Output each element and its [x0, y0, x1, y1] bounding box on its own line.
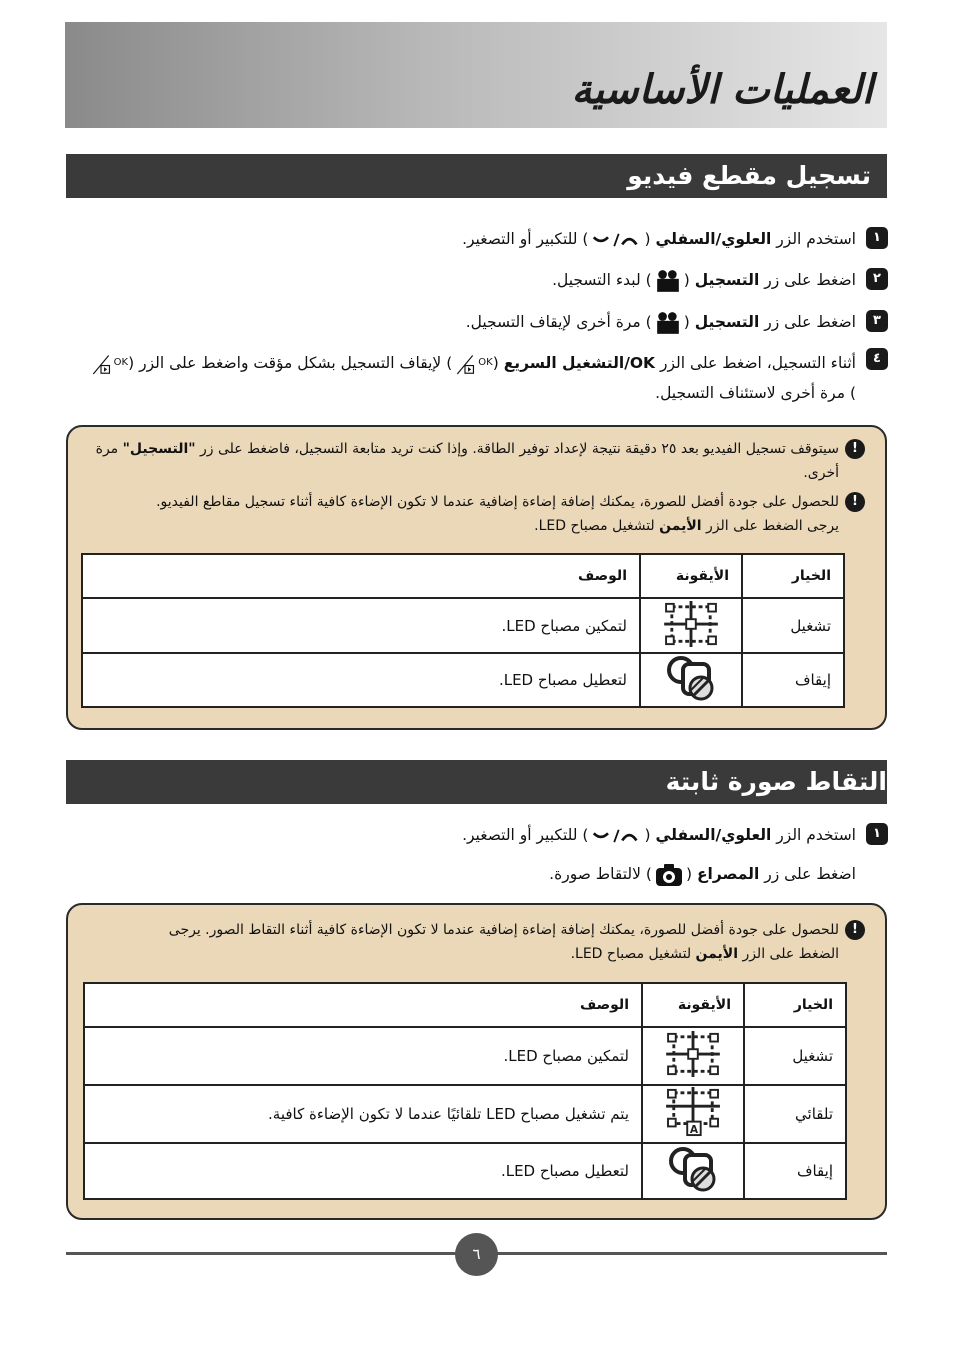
- warning-icon: !: [845, 920, 865, 940]
- section-title-video: تسجيل مقطع فيديو: [66, 154, 887, 198]
- header-banner: [65, 22, 887, 128]
- warning-icon: !: [845, 439, 865, 459]
- warning-icon: !: [845, 492, 865, 512]
- photo-step-2: اضغط على زر المصراع () لالتقاط صورة.: [549, 862, 856, 887]
- table-row: تشغيل لتمكين مصباح LED.: [82, 598, 844, 653]
- section-title-photo: التقاط صورة ثابتة: [66, 760, 887, 804]
- video-step-4: ٤ أثناء التسجيل، اضغط على الزر OK/التشغيل السريع ($^{OK}$) لإيقاف التسجيل بشكل مؤقت واضغط على الزر ($^{OK}$) مرة أخرى لاستئناف التسجيل.: [86, 348, 888, 408]
- note-item: ! سيتوقف تسجيل الفيديو بعد ٢٥ دقيقة نتيجة لإعداد توفير الطاقة. وإذا كنت تريد متابعة التسجيل، فاضغط على زر "التسجيل" مرة أخرى.: [90, 437, 865, 485]
- flash-on-icon: [661, 601, 721, 647]
- camera-icon: [655, 863, 683, 887]
- record-icon: [655, 269, 681, 293]
- options-table-video: الخيار الأيقونة الوصف تشغيل لتمكين مصباح LED. إيقاف لتعطيل مصباح LED.: [81, 553, 845, 708]
- flash-on-icon: [663, 1031, 723, 1077]
- video-step-2: ٢ اضغط على زر التسجيل () لبدء التسجيل.: [552, 268, 888, 293]
- note-box-photo: [66, 903, 887, 1220]
- step-number: ١: [866, 823, 888, 845]
- options-table-photo: الخيار الأيقونة الوصف تشغيل لتمكين مصباح LED. تلقائي يتم تشغيل مصباح LED تلقائيًا عندما لا تكون الإضاءة كافية. إيقاف لتعطيل مصباح LED.: [83, 982, 847, 1200]
- note-item: ! للحصول على جودة أفضل للصورة، يمكنك إضافة إضاءة إضافية عندما لا تكون الإضاءة كافية أثناء تسجيل مقاطع الفيديو. يرجى الضغط على الزر الأيمن لتشغيل مصباح LED.: [90, 490, 865, 538]
- record-icon: [655, 311, 681, 335]
- table-row: إيقاف لتعطيل مصباح LED.: [82, 653, 844, 707]
- page-number: ٦: [455, 1233, 498, 1276]
- step-number: ١: [866, 227, 888, 249]
- page-title: العمليات الأساسية: [571, 66, 873, 113]
- step-number: ٣: [866, 310, 888, 332]
- ok-play-icon: [91, 352, 111, 376]
- table-row: إيقاف لتعطيل مصباح LED.: [84, 1143, 846, 1199]
- step-number: ٤: [866, 348, 888, 370]
- table-row: تشغيل لتمكين مصباح LED.: [84, 1027, 846, 1085]
- video-step-3: ٣ اضغط على زر التسجيل () مرة أخرى لإيقاف التسجيل.: [466, 310, 888, 335]
- photo-step-1: ١ استخدم الزر العلوي/السفلي () للتكبير أو التصغير.: [462, 823, 888, 847]
- note-box-video: [66, 425, 887, 730]
- flash-off-icon: [663, 654, 719, 702]
- note-item: ! للحصول على جودة أفضل للصورة، يمكنك إضافة إضاءة إضافية عندما لا تكون الإضاءة كافية أثناء التقاط الصور. يرجى الضغط على الزر الأيمن لتشغيل مصباح LED.: [90, 918, 865, 966]
- step-number: ٢: [866, 268, 888, 290]
- video-step-1: ١ استخدم الزر العلوي/السفلي () للتكبير أو التصغير.: [462, 227, 888, 251]
- flash-auto-icon: [663, 1087, 723, 1137]
- flash-off-icon: [665, 1145, 721, 1193]
- ok-play-icon: [455, 352, 475, 376]
- up-down-icon: [591, 232, 641, 248]
- table-row: تلقائي يتم تشغيل مصباح LED تلقائيًا عندما لا تكون الإضاءة كافية.: [84, 1085, 846, 1143]
- up-down-icon: [591, 828, 641, 844]
